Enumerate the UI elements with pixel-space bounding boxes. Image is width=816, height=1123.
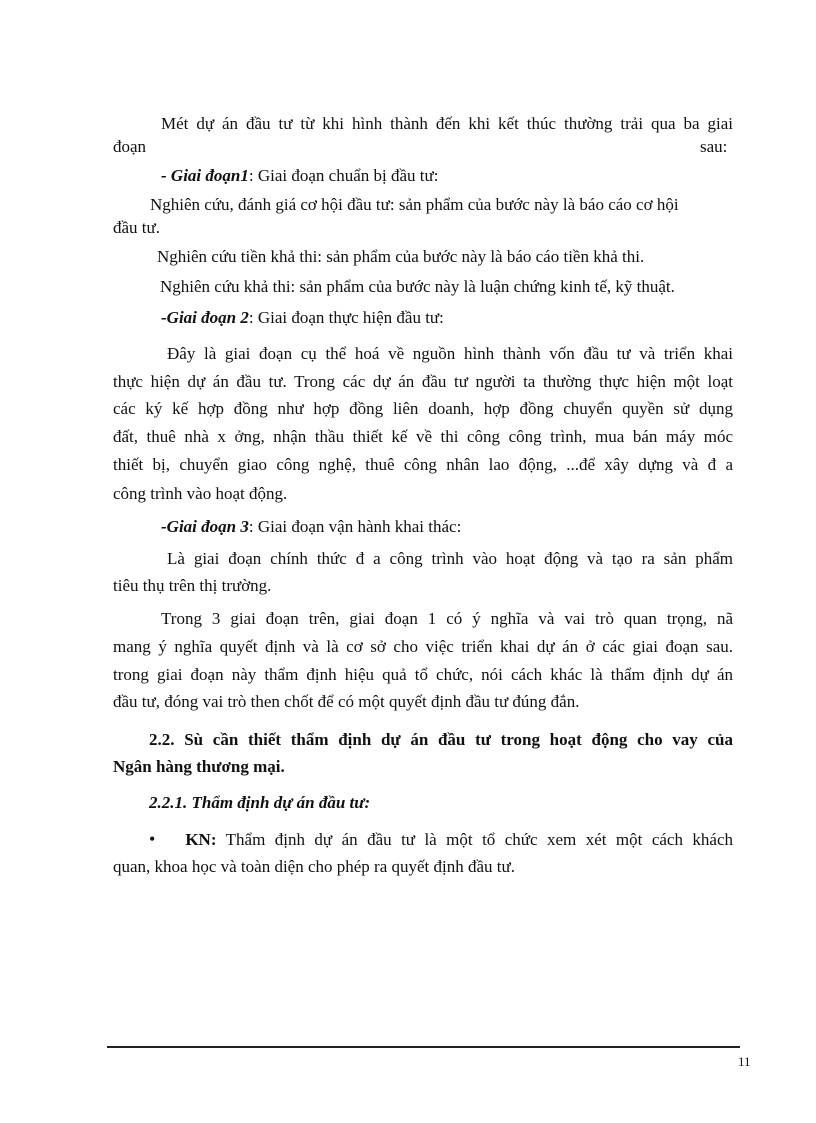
summary-text-1: Trong 3 giai đoạn trên, giai đoạn 1 có ý nghĩa và vai trò quan trọng, nã [161,609,733,628]
stage-3-line-1 [113,548,733,570]
stage-2-heading: -Giai đoạn 2: Giai đoạn thực hiện đầu tư: [161,308,444,327]
stage-2-line-3: các ký kế hợp đồng như hợp đồng liên doanh, hợp đồng chuyển quyền sử dụng [113,399,733,418]
intro-line-2-right: sau: [700,137,728,156]
stage-2-line-6: công trình vào hoạt động. [113,484,288,503]
stage-3-line-2: tiêu thụ trên thị trường. [113,576,272,595]
kn-line-2: quan, khoa học và toàn diện cho phép ra quyết định đầu tư. [113,857,515,876]
stage-1-item-3: Nghiên cứu khả thi: sản phẩm của bước này là luận chứng kinh tế, kỹ thuật. [160,277,675,296]
stage-2-text: : Giai đoạn thực hiện đầu tư: [248,308,444,327]
stage-3-text: : Giai đoạn vận hành khai thác: [248,517,462,536]
stage-2-line-4: đất, thuê nhà x ởng, nhận thầu thiết kế về thi công công trình, mua bán máy móc [113,427,733,446]
subsection-heading: 2.2.1. Thẩm định dự án đầu tư: [149,793,371,812]
intro-line-1 [113,113,733,135]
section-heading-line-2: Ngân hàng thương mại. [113,757,285,776]
page-number: 11 [738,1054,751,1069]
section-heading-line-1 [113,729,733,751]
stage-2-line-1 [113,343,733,365]
stage-1-label: Giai đoạn1 [170,166,249,185]
kn-line-1 [113,828,733,851]
stage-1-heading: - Giai đoạn1: Giai đoạn chuẩn bị đầu tư: [161,166,439,185]
summary-line-2: mang ý nghĩa quyết định và là cơ sở cho việc triển khai dự án ở các giai đoạn sau. [113,637,733,656]
stage-1-item-1-line-1: Nghiên cứu, đánh giá cơ hội đầu tư: sản phẩm của bước này là báo cáo cơ hội [150,195,679,214]
stage-2-line-5: thiết bị, chuyển giao công nghệ, thuê công nhân lao động, ...để xây dựng và đ a [113,455,733,474]
stage-2-line-2: thực hiện dự án đầu tư. Trong các dự án đầu tư người ta thường thực hiện một loạt [113,372,733,391]
stage-1-item-1-line-2: đầu tư. [113,218,160,237]
stage-1-item-2: Nghiên cứu tiền khả thi: sản phẩm của bước này là báo cáo tiền khả thi. [157,247,645,266]
intro-line-2-left: đoạn [113,137,147,156]
summary-line-4: đầu tư, đóng vai trò then chốt để có một quyết định đầu tư đúng đắn. [113,692,580,711]
stage-3-text-1: Là giai đoạn chính thức đ a công trình vào hoạt động và tạo ra sản phẩm [167,549,733,568]
summary-line-3: trong giai đoạn này thẩm định hiệu quả tổ chức, nói cách khác là thẩm định dự án [113,665,733,684]
section-heading-text-1: 2.2. Sù cần thiết thẩm định dự án đầu tư trong hoạt động cho vay của [149,730,733,749]
kn-text-1: Thẩm định dự án đầu tư là một tổ chức xem xét một cách khách [225,830,733,849]
stage-1-text: : Giai đoạn chuẩn bị đầu tư: [248,166,439,185]
stage-3-label: Giai đoạn 3 [166,517,249,536]
kn-label: KN: [185,830,217,849]
stage-2-label: Giai đoạn 2 [166,308,249,327]
stage-2-text-1: Đây là giai đoạn cụ thể hoá về nguồn hình thành vốn đầu tư và triển khai [167,344,733,363]
stage-3-heading: -Giai đoạn 3: Giai đoạn vận hành khai thác: [161,517,462,536]
summary-line-1 [113,608,733,630]
intro-text-1: Mét dự án đầu tư từ khi hình thành đến khi kết thúc thường trải qua ba giai [161,114,733,133]
footer-divider [107,1046,740,1048]
bullet-icon: • [149,829,156,849]
